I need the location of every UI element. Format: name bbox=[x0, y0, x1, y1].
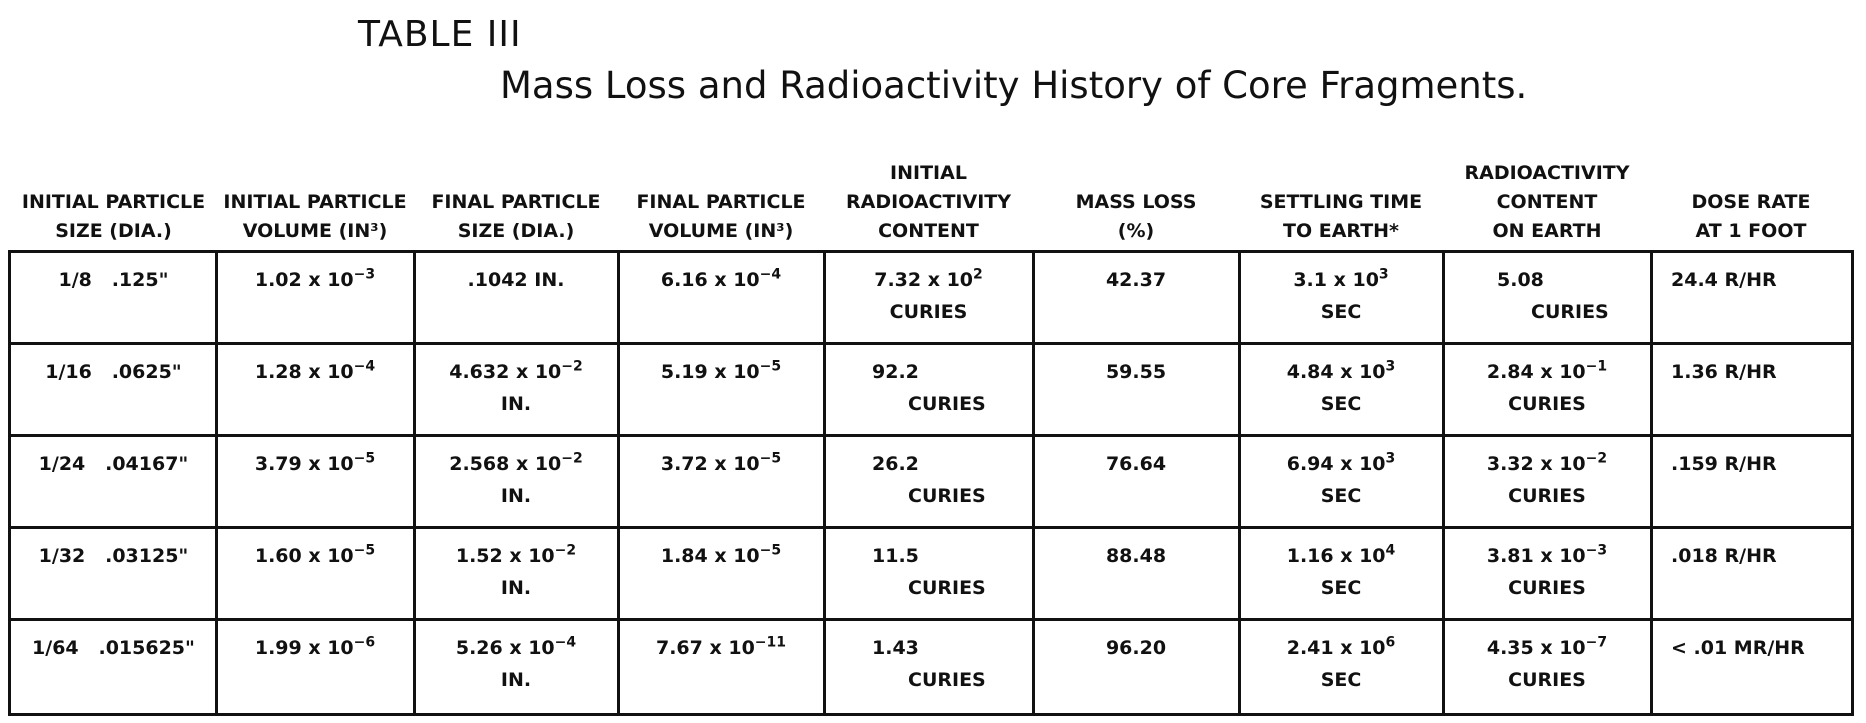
cell-settling-time bbox=[1239, 437, 1443, 529]
cell-radioactivity-earth bbox=[1443, 437, 1651, 529]
unit: SEC bbox=[1320, 669, 1362, 691]
value bbox=[1486, 634, 1608, 659]
mantissa: 3.81 x 10 bbox=[1486, 545, 1586, 567]
cell-initial-size bbox=[11, 437, 216, 529]
cell-final-size bbox=[414, 437, 618, 529]
value bbox=[254, 542, 376, 567]
cell-final-volume bbox=[618, 437, 824, 529]
cell-final-volume bbox=[618, 345, 824, 437]
value bbox=[872, 361, 919, 383]
header-line: INITIAL PARTICLE bbox=[223, 191, 407, 213]
exponent: −2 bbox=[561, 450, 583, 467]
cell-initial-radioactivity bbox=[824, 621, 1033, 713]
exponent: 2 bbox=[973, 266, 983, 283]
cell-settling-time bbox=[1239, 253, 1443, 345]
cell-initial-radioactivity bbox=[824, 437, 1033, 529]
value bbox=[1286, 542, 1396, 567]
mantissa: .1042 IN. bbox=[467, 269, 565, 291]
cell-initial-size bbox=[11, 621, 216, 713]
value bbox=[1486, 542, 1608, 567]
cell-initial-size bbox=[11, 253, 216, 345]
mantissa: 26.2 bbox=[872, 453, 919, 475]
unit: SEC bbox=[1320, 301, 1362, 323]
mantissa: 5.26 x 10 bbox=[455, 637, 555, 659]
cell-settling-time bbox=[1239, 529, 1443, 621]
exponent: −5 bbox=[759, 450, 782, 467]
value bbox=[254, 634, 376, 659]
header-line: SIZE (DIA.) bbox=[55, 220, 172, 242]
cell-settling-time bbox=[1239, 345, 1443, 437]
cell-initial-radioactivity bbox=[824, 253, 1033, 345]
value bbox=[660, 358, 782, 383]
value: 1/24 .04167" bbox=[38, 453, 189, 475]
table-row bbox=[11, 345, 1851, 437]
table-row bbox=[11, 529, 1851, 621]
unit: IN. bbox=[500, 393, 532, 415]
unit: CURIES bbox=[908, 393, 986, 415]
header-line: CONTENT bbox=[878, 220, 979, 242]
value: 59.55 bbox=[1105, 361, 1167, 383]
header-line: VOLUME (IN³) bbox=[648, 220, 794, 242]
mantissa: 1.02 x 10 bbox=[254, 269, 354, 291]
header-line: INITIAL PARTICLE bbox=[21, 191, 206, 213]
column-headers bbox=[0, 150, 1866, 246]
header-line: TO EARTH* bbox=[1283, 220, 1399, 242]
unit: CURIES bbox=[908, 577, 986, 599]
cell-final-volume bbox=[618, 529, 824, 621]
cell-initial-size bbox=[11, 529, 216, 621]
header-line: AT 1 FOOT bbox=[1695, 220, 1807, 242]
value bbox=[449, 450, 583, 475]
unit: SEC bbox=[1320, 485, 1362, 507]
table-title: Mass Loss and Radioactivity History of Core Fragments. bbox=[500, 64, 1528, 107]
value bbox=[254, 450, 376, 475]
value bbox=[874, 266, 983, 291]
mantissa: 3.79 x 10 bbox=[254, 453, 354, 475]
mantissa: 5.08 bbox=[1497, 269, 1544, 291]
value bbox=[468, 269, 565, 291]
value bbox=[1293, 266, 1389, 291]
header-line: CONTENT bbox=[1496, 191, 1598, 213]
value bbox=[1486, 358, 1608, 383]
unit: CURIES bbox=[1531, 301, 1609, 323]
unit: CURIES bbox=[889, 301, 968, 323]
unit: IN. bbox=[500, 485, 532, 507]
header-initial-radioactivity bbox=[824, 159, 1033, 246]
value: 24.4 R/HR bbox=[1671, 269, 1777, 291]
cell-initial-volume bbox=[216, 621, 414, 713]
value bbox=[1486, 450, 1608, 475]
mantissa: 92.2 bbox=[872, 361, 919, 383]
data-table bbox=[8, 250, 1854, 716]
value bbox=[655, 634, 787, 659]
value: .018 R/HR bbox=[1671, 545, 1777, 567]
mantissa: 2.41 x 10 bbox=[1286, 637, 1386, 659]
header-initial-volume bbox=[216, 188, 414, 246]
value bbox=[872, 453, 919, 475]
cell-mass-loss bbox=[1033, 529, 1239, 621]
value bbox=[660, 542, 782, 567]
value: 1/32 .03125" bbox=[38, 545, 189, 567]
exponent: −5 bbox=[353, 542, 376, 559]
exponent: −2 bbox=[1585, 450, 1608, 467]
cell-dose-rate bbox=[1651, 437, 1851, 529]
mantissa: 1.16 x 10 bbox=[1286, 545, 1386, 567]
value bbox=[455, 634, 577, 659]
cell-final-size bbox=[414, 621, 618, 713]
header-settling-time bbox=[1239, 188, 1443, 246]
cell-radioactivity-earth bbox=[1443, 621, 1651, 713]
cell-dose-rate bbox=[1651, 621, 1851, 713]
value: 42.37 bbox=[1105, 269, 1167, 291]
exponent: −11 bbox=[754, 634, 787, 651]
mantissa: 5.19 x 10 bbox=[660, 361, 760, 383]
header-line: DOSE RATE bbox=[1691, 191, 1811, 213]
exponent: 3 bbox=[1385, 358, 1396, 375]
value: 88.48 bbox=[1105, 545, 1167, 567]
value bbox=[872, 545, 919, 567]
exponent: −4 bbox=[759, 266, 782, 283]
cell-final-volume bbox=[618, 621, 824, 713]
value: 1.36 R/HR bbox=[1671, 361, 1777, 383]
mantissa: 2.84 x 10 bbox=[1486, 361, 1586, 383]
cell-final-size bbox=[414, 529, 618, 621]
exponent: −1 bbox=[1585, 358, 1608, 375]
value bbox=[872, 637, 919, 659]
value: 96.20 bbox=[1105, 637, 1167, 659]
cell-final-size bbox=[414, 253, 618, 345]
unit: CURIES bbox=[908, 485, 986, 507]
value bbox=[660, 450, 782, 475]
mantissa: 3.72 x 10 bbox=[660, 453, 760, 475]
unit: CURIES bbox=[1508, 393, 1586, 415]
cell-initial-volume bbox=[216, 345, 414, 437]
value: 1/8 .125" bbox=[58, 269, 169, 291]
header-line: INITIAL bbox=[890, 162, 967, 184]
header-line: SETTLING TIME bbox=[1259, 191, 1423, 213]
value bbox=[455, 542, 577, 567]
exponent: −4 bbox=[353, 358, 376, 375]
unit: CURIES bbox=[908, 669, 986, 691]
value: .159 R/HR bbox=[1671, 453, 1777, 475]
value: < .01 MR/HR bbox=[1671, 637, 1805, 659]
cell-initial-radioactivity bbox=[824, 345, 1033, 437]
mantissa: 11.5 bbox=[872, 545, 919, 567]
cell-dose-rate bbox=[1651, 345, 1851, 437]
header-line: FINAL PARTICLE bbox=[636, 191, 806, 213]
cell-radioactivity-earth bbox=[1443, 345, 1651, 437]
exponent: −3 bbox=[1585, 542, 1608, 559]
exponent: −5 bbox=[759, 542, 782, 559]
cell-radioactivity-earth bbox=[1443, 529, 1651, 621]
table-row bbox=[11, 253, 1851, 345]
mantissa: 3.1 x 10 bbox=[1293, 269, 1379, 291]
mantissa: 7.67 x 10 bbox=[655, 637, 755, 659]
header-line: RADIOACTIVITY bbox=[1464, 162, 1630, 184]
mantissa: 1.28 x 10 bbox=[254, 361, 354, 383]
cell-mass-loss bbox=[1033, 253, 1239, 345]
unit: CURIES bbox=[1508, 485, 1586, 507]
cell-initial-volume bbox=[216, 529, 414, 621]
mantissa: 4.35 x 10 bbox=[1486, 637, 1586, 659]
mantissa: 3.32 x 10 bbox=[1486, 453, 1586, 475]
cell-radioactivity-earth bbox=[1443, 253, 1651, 345]
mantissa: 1.52 x 10 bbox=[455, 545, 555, 567]
mantissa: 2.568 x 10 bbox=[449, 453, 562, 475]
mantissa: 1.99 x 10 bbox=[254, 637, 354, 659]
value bbox=[1286, 634, 1396, 659]
cell-mass-loss bbox=[1033, 621, 1239, 713]
value bbox=[449, 358, 583, 383]
mantissa: 1.43 bbox=[872, 637, 919, 659]
header-initial-size bbox=[11, 188, 216, 246]
cell-initial-volume bbox=[216, 437, 414, 529]
unit: IN. bbox=[500, 669, 532, 691]
cell-initial-volume bbox=[216, 253, 414, 345]
value bbox=[254, 358, 376, 383]
cell-dose-rate bbox=[1651, 253, 1851, 345]
header-line: SIZE (DIA.) bbox=[457, 220, 575, 242]
value: 1/64 .015625" bbox=[32, 637, 195, 659]
unit: SEC bbox=[1320, 393, 1362, 415]
exponent: −7 bbox=[1585, 634, 1608, 651]
exponent: 3 bbox=[1378, 266, 1389, 283]
mantissa: 1.84 x 10 bbox=[660, 545, 760, 567]
mantissa: 6.94 x 10 bbox=[1286, 453, 1386, 475]
header-line: ON EARTH bbox=[1492, 220, 1602, 242]
mantissa: 7.32 x 10 bbox=[874, 269, 974, 291]
table-number: TABLE III bbox=[358, 14, 522, 55]
value bbox=[1286, 358, 1396, 383]
value bbox=[660, 266, 782, 291]
exponent: 4 bbox=[1385, 542, 1396, 559]
header-line: (%) bbox=[1117, 220, 1155, 242]
cell-initial-radioactivity bbox=[824, 529, 1033, 621]
value: 76.64 bbox=[1105, 453, 1167, 475]
exponent: −4 bbox=[554, 634, 577, 651]
mantissa: 1.60 x 10 bbox=[254, 545, 354, 567]
header-final-size bbox=[414, 188, 618, 246]
cell-dose-rate bbox=[1651, 529, 1851, 621]
header-mass-loss bbox=[1033, 188, 1239, 246]
exponent: −6 bbox=[353, 634, 376, 651]
value: 1/16 .0625" bbox=[45, 361, 182, 383]
unit: IN. bbox=[500, 577, 532, 599]
header-line: MASS LOSS bbox=[1075, 191, 1197, 213]
cell-settling-time bbox=[1239, 621, 1443, 713]
table-row bbox=[11, 437, 1851, 529]
header-dose-rate bbox=[1651, 188, 1851, 246]
mantissa: 4.84 x 10 bbox=[1286, 361, 1386, 383]
value bbox=[254, 266, 376, 291]
exponent: −5 bbox=[353, 450, 376, 467]
exponent: −3 bbox=[353, 266, 376, 283]
header-line: VOLUME (IN³) bbox=[242, 220, 388, 242]
exponent: −5 bbox=[759, 358, 782, 375]
mantissa: 6.16 x 10 bbox=[660, 269, 760, 291]
exponent: −2 bbox=[554, 542, 577, 559]
value bbox=[1497, 269, 1544, 291]
table-row bbox=[11, 621, 1851, 713]
cell-mass-loss bbox=[1033, 345, 1239, 437]
header-line: RADIOACTIVITY bbox=[846, 191, 1011, 213]
header-radioactivity-earth bbox=[1443, 159, 1651, 246]
unit: CURIES bbox=[1508, 577, 1586, 599]
exponent: 6 bbox=[1385, 634, 1396, 651]
header-line: FINAL PARTICLE bbox=[431, 191, 601, 213]
unit: CURIES bbox=[1508, 669, 1586, 691]
cell-final-size bbox=[414, 345, 618, 437]
cell-initial-size bbox=[11, 345, 216, 437]
cell-final-volume bbox=[618, 253, 824, 345]
cell-mass-loss bbox=[1033, 437, 1239, 529]
value bbox=[1286, 450, 1396, 475]
unit: SEC bbox=[1320, 577, 1362, 599]
mantissa: 4.632 x 10 bbox=[449, 361, 562, 383]
exponent: 3 bbox=[1385, 450, 1396, 467]
exponent: −2 bbox=[561, 358, 583, 375]
header-final-volume bbox=[618, 188, 824, 246]
